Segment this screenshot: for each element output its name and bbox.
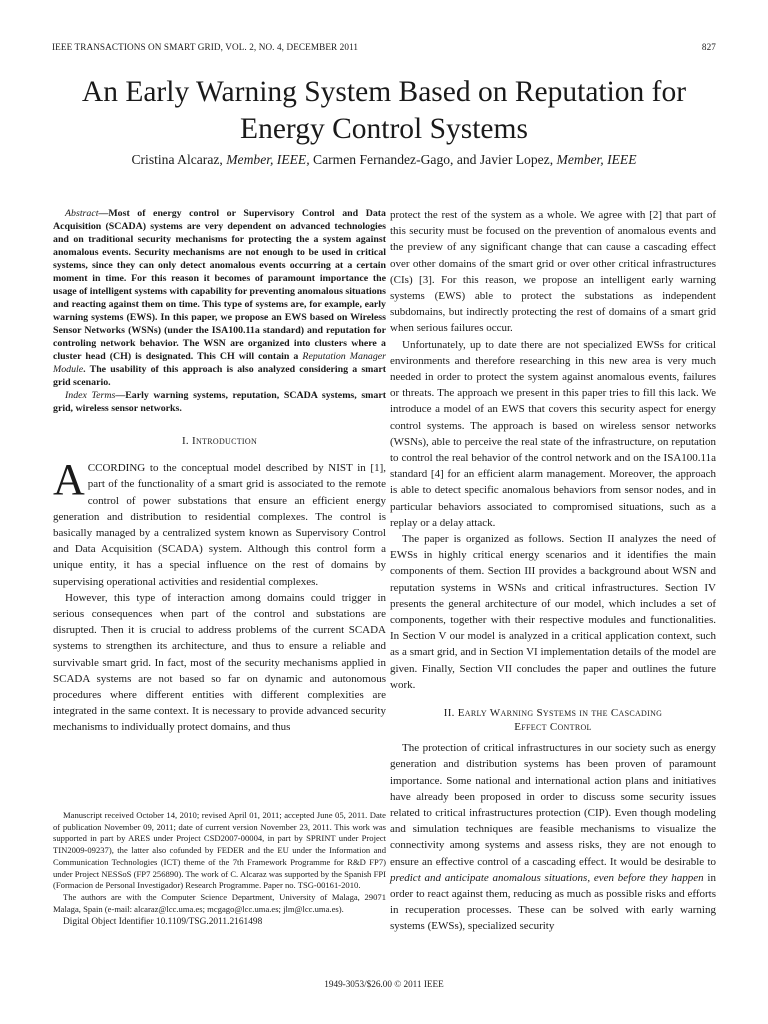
- intro-paragraph-4: Unfortunately, up to date there are not specialized EWSs for critical environments and therefore researching in this new area is very much needed in order to protect the system against anomalous events, failures or threats. The approach we present in this paper tries to fill this lack. We introduce a model of an EWS that covers this security aspect for energy control systems. The approach is based on wireless sensor networks (WSNs), able to perceive the real state of the infrastructure, on reputation to control the real behavior of the control network and on the ISA100.11a standard [4] for an efficient alarm management. Moreover, the approach is able to detect specific anomalous behaviors from sensor nodes, and in particular behaviors associated to compromised situations, such as a replay or a delay attack.: [390, 338, 716, 529]
- footnotes: [53, 810, 386, 929]
- author-3-role: Member, IEEE: [556, 152, 637, 167]
- section-heading-ews: II. Early Warning Systems in the Cascading Effect Control: [443, 707, 663, 734]
- title-line-2: Energy Control Systems: [240, 113, 528, 145]
- paper-title: [40, 74, 728, 148]
- abstract: Abstract—Most of energy control or Supervisory Control and Data Acquisition (SCADA) systems are very dependent on advanced technologies and on traditional security mechanisms for protecting the a system against anomalous events. Security mechanisms are not enough to be used in critical systems, since they can only detect anomalous events occurring at a certain moment in time. For this reason it becomes of paramount importance the usage of intelligent systems with capability for preventing anomalous situations and reacting against them on time. This type of systems are, for example, early warning systems (EWS). In this paper, we propose an EWS based on Wireless Sensor Networks (WSNs) (under the ISA100.11a standard) and reputation for controling network behavior. The WSN are organized into clusters where a cluster head (CH) is designated. This CH will contain a Reputation Manager Module. The usability of this approach is also analyzed considering a smart grid scenario.: [53, 208, 386, 388]
- author-1: Cristina Alcaraz,: [131, 152, 223, 167]
- footnote-authors: The authors are with the Computer Science Department, University of Malaga, 29071 Malaga, Spain (e-mail: alcaraz@lcc.uma.es; mcgago@lcc.uma.es; jlm@lcc.uma.es).: [53, 891, 386, 914]
- page-number: 827: [701, 42, 716, 52]
- author-list: [40, 152, 728, 168]
- running-header: [52, 42, 716, 56]
- intro-paragraph-1: ACCORDING to the conceptual model described by NIST in [1], part of the functionality of a smart grid is associated to the remote control of power substations that ensure an efficient energy generation and distribution to residential complexes. The control is basically managed by a centralized system known as Supervisory Control and Data Acquisition (SCADA) system. Although this control form a unique entity, it has a special influence on the rest of domains by supervising operational activities and residential complexes.: [53, 455, 386, 588]
- page-footer: 1949-3053/$26.00 © 2011 IEEE: [324, 979, 444, 989]
- intro-paragraph-2: However, this type of interaction among domains could trigger in serious consequences when part of the control and substations are disrupted. Then it is crucial to address problems of the current SCADA systems to strengthen its architecture, and thus to ensure a reliable and survivable smart grid. In fact, most of the security mechanisms applied in SCADA systems are not based so far on dynamic and autonomous procedures where different entities with different complexities are integrated in the same context. It is necessary to provide advanced security mechanisms to individually protect domains, and thus: [53, 591, 386, 734]
- intro-paragraph-5: The paper is organized as follows. Section II analyzes the need of EWSs in highly critical energy scenarios and it identifies the main components of them. Section III provides a background about WSN and reputation systems in WSNs and critical infrastructures. Section IV presents the general architecture of our model, which includes a set of components, together with their respective modules and functionalities. In Section V our model is analyzed in a critical application context, such as a smart grid, and in Section VI implementation details of the model are given. Finally, Section VII concludes the paper and outlines the future work.: [390, 533, 716, 691]
- title-line-1: An Early Warning System Based on Reputation for: [81, 76, 687, 108]
- author-1-role: Member, IEEE,: [226, 152, 310, 167]
- right-column: [390, 207, 716, 935]
- author-2-3: Carmen Fernandez-Gago, and Javier Lopez,: [313, 152, 554, 167]
- footnote-manuscript: Manuscript received October 14, 2010; revised April 01, 2011; accepted June 05, 2011. Date of publication November 09, 2011; date of current version November 23, 2011. This work was supported in part by ARES under Project CSD2007-00004, in part by SPRINT under Project TIN2009-09237), the latter also cofunded by FEDER and the EU under the Information and Communication Technologies (ICT) theme of the 7th Framework Programme for R&D FP7) under Project NESSoS (FP7 256890). The work of C. Alcaraz was supported by the Spanish FPI (Formacion de Personal Investigador) Research Programme. Paper no. TSG-00161-2010.: [53, 810, 386, 891]
- index-terms: Index Terms—Early warning systems, reputation, SCADA systems, smart grid, wireless sensor networks.: [53, 390, 386, 414]
- section-heading-introduction: I. Introduction: [181, 435, 258, 447]
- journal-name: IEEE TRANSACTIONS ON SMART GRID, VOL. 2, NO. 4, DECEMBER 2011: [52, 42, 359, 52]
- intro-paragraph-3: protect the rest of the system as a whole. We agree with [2] that part of this security must be focused on the prevention of anomalous events and the preview of any significant change that can cause a cascading effect over other domains of the smart grid or over other critical infrastructures (CIs) [3]. For this reason, we propose an intelligent early warning systems (EWS) able to protect the substations as independent subdomains, but indirectly protecting the rest of domains of a smart grid when serious failures occur.: [390, 209, 716, 335]
- ews-paragraph-1: The protection of critical infrastructures in our society such as energy generation and distribution systems has been proven of paramount importance. Some national and international action plans and initiatives have already been proposed in order to discuss some security issues related to critical infrastructures protection (CIP). Even though modeling and simulation techniques are feasible mechanisms to visualize the connectivity among systems and assess risks, they are not enough to ensure an effective control of a cascading effect. It would be desirable to predict and anticipate anomalous situations, even before they happen in order to react against them, reducing as much as possible risks and efforts in recuperation processes. These can be solved with early warning systems (EWSs), specialized security: [390, 742, 716, 933]
- abstract-label: Abstract: [65, 208, 99, 219]
- drop-cap: A: [53, 455, 85, 505]
- doi: Digital Object Identifier 10.1109/TSG.2011.2161498: [63, 917, 263, 928]
- index-terms-label: Index Terms: [65, 390, 116, 401]
- left-column: [53, 207, 386, 736]
